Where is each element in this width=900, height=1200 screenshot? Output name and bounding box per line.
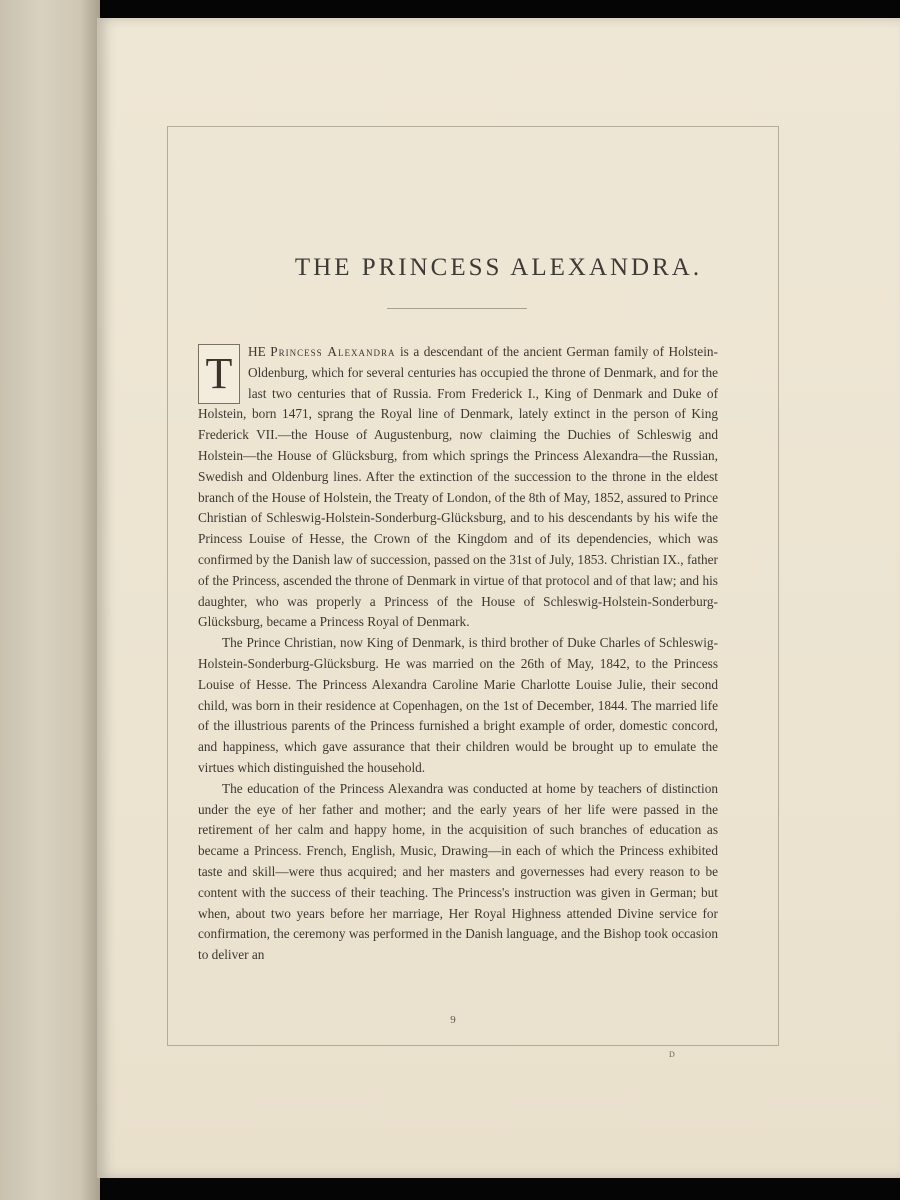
- title-rule: [387, 308, 527, 309]
- opening-word-rest: HE: [248, 344, 266, 359]
- body-text: [198, 342, 718, 966]
- drop-cap: T: [198, 344, 240, 404]
- signature-mark: D: [669, 1050, 675, 1059]
- facing-page-edge: [0, 0, 100, 1200]
- chapter-title: THE PRINCESS ALEXANDRA.: [294, 254, 703, 281]
- opening-smallcaps: Princess Alexandra: [270, 344, 396, 359]
- paragraph-1: [198, 342, 718, 633]
- paragraph-1-text: is a descendant of the ancient German family of Holstein-Oldenburg, which for several centuries has occupied the throne of Denmark, and for the last two centuries that of Russia. From Frederick I., King of Denmark and Duke of Holstein, born 1471, sprang the Royal line of Denmark, lately extinct in the person of King Frederick VII.—the House of Augustenburg, now claiming the Duchies of Schleswig and Holstein—the House of Glücksburg, from which springs the Princess Alexandra—the Russian, Swedish and Oldenburg lines. After the extinction of the succession to the throne in the eldest branch of the House of Holstein, the Treaty of London, of the 8th of May, 1852, assured to Prince Christian of Schleswig-Holstein-Sonderburg-Glücksburg, and to his descendants by his wife the Princess Louise of Hesse, the Crown of the Kingdom and of its dependencies, which was confirmed by the Danish law of succession, passed on the 31st of July, 1853. Christian IX., father of the Princess, ascended the throne of Denmark in virtue of that protocol and of that law; and his daughter, who was properly a Princess of the House of Schleswig-Holstein-Sonderburg-Glücksburg, became a Princess Royal of Denmark.: [198, 344, 718, 630]
- book-page: [97, 18, 900, 1178]
- paragraph-2: The Prince Christian, now King of Denmark, is third brother of Duke Charles of Schleswig-Holstein-Sonderburg-Glücksburg. He was married on the 26th of May, 1842, to the Princess Louise of Hesse. The Princess Alexandra Caroline Marie Charlotte Louise Julie, their second child, was born in their residence at Copenhagen, on the 1st of December, 1844. The married life of the illustrious parents of the Princess furnished a bright example of order, domestic concord, and happiness, which gave assurance that their children would be brought up to emulate the virtues which distinguished the household.: [198, 635, 718, 775]
- paragraph-3: The education of the Princess Alexandra was conducted at home by teachers of distinction under the eye of her father and mother; and the early years of her life were passed in the retirement of her calm and happy home, in the acquisition of such branches of education as became a Princess. French, English, Music, Drawing—in each of which the Princess exhibited taste and skill—were thus acquired; and her masters and governesses had every reason to be content with the success of their teaching. The Princess's instruction was given in German; but when, about two years before her marriage, Her Royal Highness attended Divine service for confirmation, the ceremony was performed in the Danish language, and the Bishop took occasion to deliver an: [198, 780, 718, 963]
- page-number: 9: [450, 1014, 456, 1026]
